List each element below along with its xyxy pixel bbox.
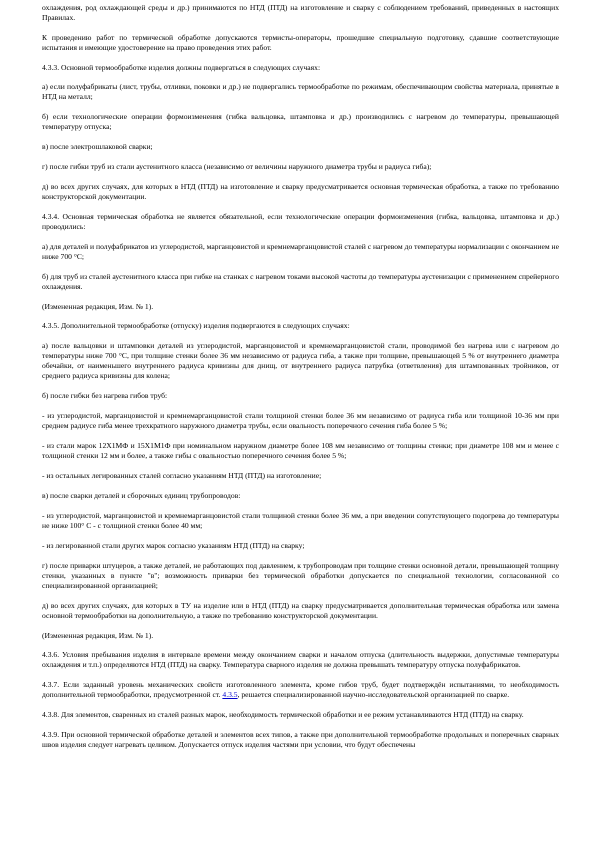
clause-4-3-4-item-b: б) для труб из сталей аустенитного класса при гибке на станках с нагревом токами высокой частоты до температуры аустенизации с применением спрейерного охлаждения. <box>42 272 559 291</box>
clause-4-3-7-text-before: 4.3.7. Если заданный уровень механических свойств изготовленного элемента, кроме гибов труб, будет подтверждён испытаниями, то необходимость дополнительной термообработки, предусмотренной ст. <box>42 680 559 699</box>
clause-4-3-5-link[interactable]: 4.3.5 <box>222 690 238 699</box>
clause-4-3-7-text-after: , решается специализированной научно-исследовательской организацией по сварке. <box>237 690 510 699</box>
clause-4-3-3-item-a: а) если полуфабрикаты (лист, трубы, отливки, поковки и др.) не подвергались термообработке по режимам, обеспечивающим свойства материала, принятые в НТД на металл; <box>42 82 559 101</box>
clause-4-3-3-heading: 4.3.3. Основной термообработке изделия должны подвергаться в следующих случаях: <box>42 63 321 72</box>
clause-4-3-5-item-d: д) во всех других случаях, для которых в ТУ на изделие или в НТД (ПТД) на сварку предусматривается дополнительная термическая обработка или замена основной термообработки на дополнительную, а также по требованию конструкторской документации. <box>42 601 559 620</box>
clause-4-3-5-item-b: б) после гибки без нагрева гибов труб: <box>42 391 168 400</box>
clause-4-3-3-item-b: б) если технологические операции формоизменения (гибка вальцовка, штамповка и др.) производились с нагревом до температуры, превышающей температуру отпуска; <box>42 112 559 131</box>
paragraph-heat-treatment-params: охлаждения, род охлаждающей среды и др.) принимаются по НТД (ПТД) на изготовление и сварку с соблюдением требований, приведенных в настоящих Правилах. <box>42 3 559 22</box>
paragraph-operator-admission: К проведению работ по термической обработке допускаются термисты-операторы, прошедшие специальную подготовку, сдавшие соответствующие испытания и имеющие удостоверение на право проведения этих работ. <box>42 33 559 52</box>
clause-4-3-6: 4.3.6. Условия пребывания изделия в интервале времени между окончанием сварки и началом отпуска (длительность выдержки, допустимые температуры охлаждения и т.п.) определяются НТД (ПТД) на сварку. Температура сварного изделия не должна превышать температуру отпуска полуфабрикатов. <box>42 650 559 669</box>
clause-4-3-8: 4.3.8. Для элементов, сваренных из сталей разных марок, необходимость термической обработки и ее режим устанавливаются НТД (ПТД) на сварку. <box>42 710 524 719</box>
clause-4-3-7 <box>42 680 559 700</box>
clause-4-3-3-item-g: г) после гибки труб из стали аустенитного класса (независимо от величины наружного диаметра трубы и радиуса гиба); <box>42 162 432 171</box>
clause-4-3-5-item-v: в) после сварки деталей и сборочных единиц трубопроводов: <box>42 491 241 500</box>
clause-4-3-9: 4.3.9. При основной термической обработке деталей и элементов всех типов, а также при дополнительной термообработке продольных и поперечных сварных швов изделия следует нагревать целиком. Допускается отпуск изделия частями при условии, что будут обеспечены <box>42 730 559 749</box>
clause-4-3-4-heading: 4.3.4. Основная термическая обработка не является обязательной, если технологические операции формоизменения (гибка, вальцовка, штамповка и др.) проводились: <box>42 212 559 231</box>
clause-4-3-5-item-v-carbon: - из углеродистой, марганцовистой и кремнемарганцовистой стали толщиной стенки более 36 мм, а при введении сопутствующего подогрева до температуры не ниже 100° С - с толщиной стенки более 40 мм; <box>42 511 559 530</box>
clause-4-3-4-item-a: а) для деталей и полуфабрикатов из углеродистой, марганцовистой и кремнемарганцовистой сталей с нагревом до температуры нормализации с окончанием не ниже 700 °С; <box>42 242 559 261</box>
clause-4-3-5-heading: 4.3.5. Дополнительной термообработке (отпуску) изделия подвергаются в следующих случаях: <box>42 321 350 330</box>
clause-4-3-3-item-v: в) после электрошлаковой сварки; <box>42 142 153 151</box>
clause-4-3-3-item-d: д) во всех других случаях, для которых в НТД (ПТД) на изготовление и сварку предусматривается основная термическая обработка, а также по требованию конструкторской документации. <box>42 182 559 201</box>
clause-4-3-5-item-v-alloy: - из легированной стали других марок согласно указаниям НТД (ПТД) на сварку; <box>42 541 305 550</box>
amendment-note-1: (Измененная редакция, Изм. № 1). <box>42 302 154 311</box>
clause-4-3-5-item-g: г) после приварки штуцеров, а также деталей, не работающих под давлением, к трубопроводам при толщине стенки основной детали, превышающей толщину стенки, указанных в пункте "в"; возможность приварки без термической обработки допускается по специальной технологии, согласованной со специализированной организацией; <box>42 561 559 590</box>
clause-4-3-5-item-b-carbon: - из углеродистой, марганцовистой и кремнемарганцовистой стали толщиной стенки более 36 мм независимо от радиуса гиба или толщиной 10-36 мм при среднем радиусе гиба менее трехкратного наружного диаметра трубы, если овальность поперечного сечения гиба более 5 %; <box>42 411 559 430</box>
clause-4-3-5-item-a: а) после вальцовки и штамповки деталей из углеродистой, марганцовистой и кремнемарганцовистой стали, проводимой без нагрева или с нагревом до температуры ниже 700 °С, при толщине стенки более 36 мм независимо от радиуса гиба, а также при толщине, превышающей 5 % от внутреннего диаметра обечайки, от наименьшего внутреннего радиуса кривизны для днищ, от внутреннего радиуса патрубка (ответвления) для штампованных тройников, от среднего радиуса кривизны для колена; <box>42 341 559 380</box>
clause-4-3-5-item-b-other: - из остальных легированных сталей согласно указаниям НТД (ПТД) на изготовление; <box>42 471 322 480</box>
amendment-note-2: (Измененная редакция, Изм. № 1). <box>42 631 154 640</box>
clause-4-3-5-item-b-alloy: - из стали марок 12Х1МФ и 15Х1М1Ф при номинальном наружном диаметре более 108 мм независимо от толщины стенки; при диаметре 108 мм и менее с толщиной стенки 12 мм и более, а также гибы с овальностью поперечного сечения более 5 %; <box>42 441 559 460</box>
